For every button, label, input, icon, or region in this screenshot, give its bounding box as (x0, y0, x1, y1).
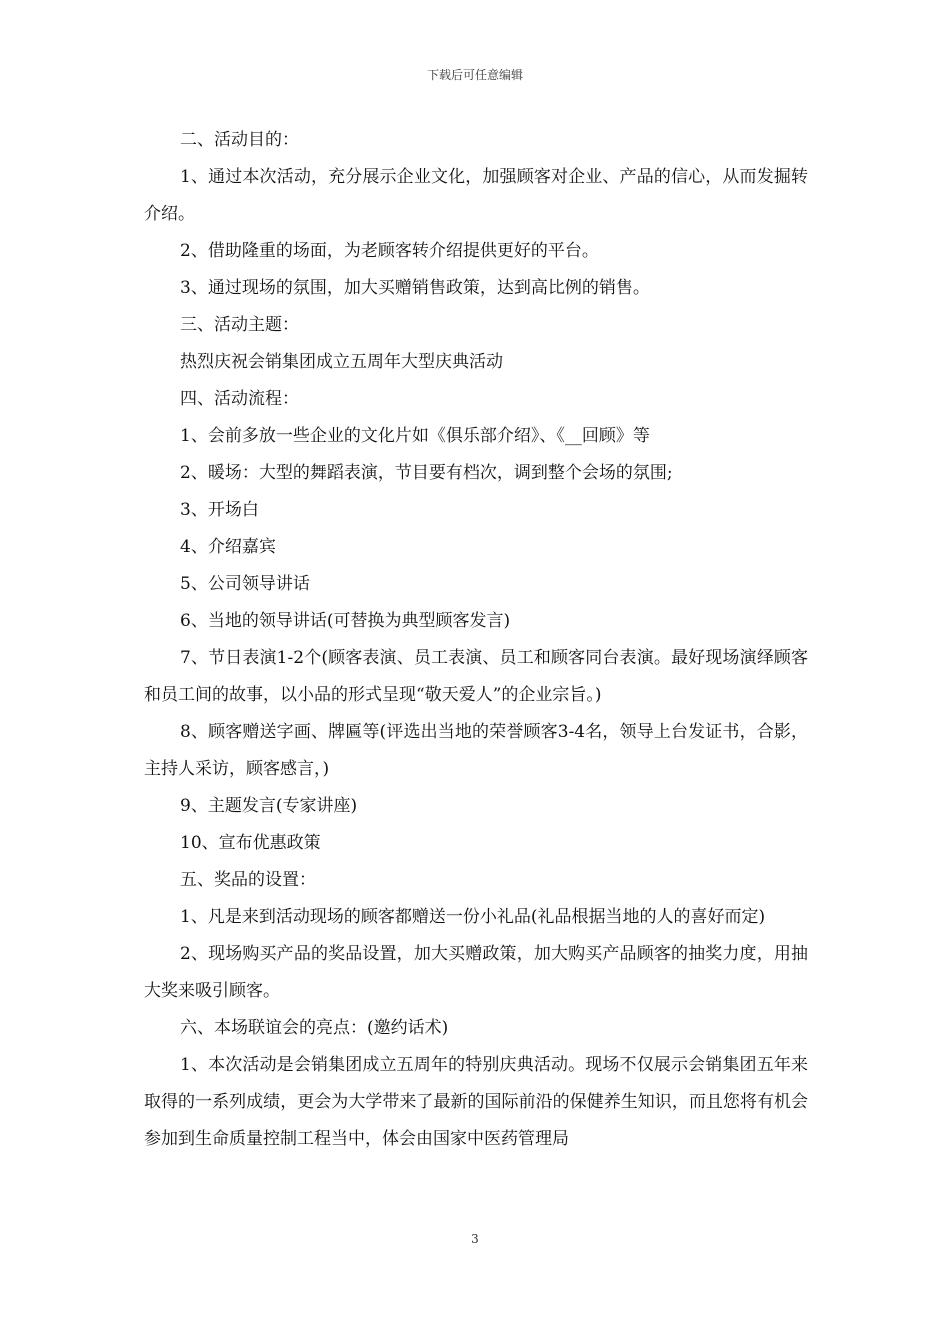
paragraph: 8、顾客赠送字画、牌匾等(评选出当地的荣誉顾客3-4名，领导上台发证书，合影，主持人采访，顾客感言，) (144, 722, 808, 779)
paragraph: 1、本次活动是会销集团成立五周年的特别庆典活动。现场不仅展示会销集团五年来取得的一系列成绩，更会为大学带来了最新的国际前沿的保健养生知识，而且您将有机会参加到生命质量控制工程当中，体会由国家中医药管理局 (144, 1055, 808, 1149)
paragraph: 5、公司领导讲话 (180, 574, 310, 594)
section-heading-theme: 三、活动主题： (180, 315, 299, 335)
paragraph: 2、借助隆重的场面，为老顾客转介绍提供更好的平台。 (180, 241, 599, 261)
paragraph: 1、通过本次活动，充分展示企业文化，加强顾客对企业、产品的信心，从而发掘转介绍。 (144, 167, 808, 224)
section-heading-purpose: 二、活动目的： (180, 130, 299, 150)
section-heading-process: 四、活动流程： (180, 389, 299, 409)
paragraph: 3、通过现场的氛围，加大买赠销售政策，达到高比例的销售。 (180, 278, 650, 298)
paragraph: 6、当地的领导讲话(可替换为典型顾客发言) (180, 611, 511, 631)
paragraph: 热烈庆祝会销集团成立五周年大型庆典活动 (180, 352, 503, 372)
document-body (144, 122, 808, 1158)
paragraph: 9、主题发言(专家讲座) (180, 796, 358, 816)
paragraph: 2、暖场：大型的舞蹈表演，节目要有档次，调到整个会场的氛围; (180, 463, 673, 483)
section-heading-prizes: 五、奖品的设置： (180, 870, 316, 890)
paragraph: 4、介绍嘉宾 (180, 537, 276, 557)
page-header: 下载后可任意编辑 (426, 68, 523, 82)
paragraph: 1、会前多放一些企业的文化片如《俱乐部介绍》、《__回顾》等 (180, 426, 650, 446)
paragraph: 7、节日表演1-2个(顾客表演、员工表演、员工和顾客同台表演。最好现场演绎顾客和员工间的故事，以小品的形式呈现“敬天爱人”的企业宗旨。) (144, 648, 808, 705)
paragraph: 2、现场购买产品的奖品设置，加大买赠政策，加大购买产品顾客的抽奖力度，用抽大奖来吸引顾客。 (144, 944, 808, 1001)
page-number: 3 (471, 1232, 479, 1246)
paragraph: 1、凡是来到活动现场的顾客都赠送一份小礼品(礼品根据当地的人的喜好而定) (180, 907, 766, 927)
paragraph: 3、开场白 (180, 500, 259, 520)
paragraph: 10、宣布优惠政策 (180, 833, 321, 853)
section-heading-highlights: 六、本场联谊会的亮点：(邀约话术) (180, 1018, 449, 1038)
